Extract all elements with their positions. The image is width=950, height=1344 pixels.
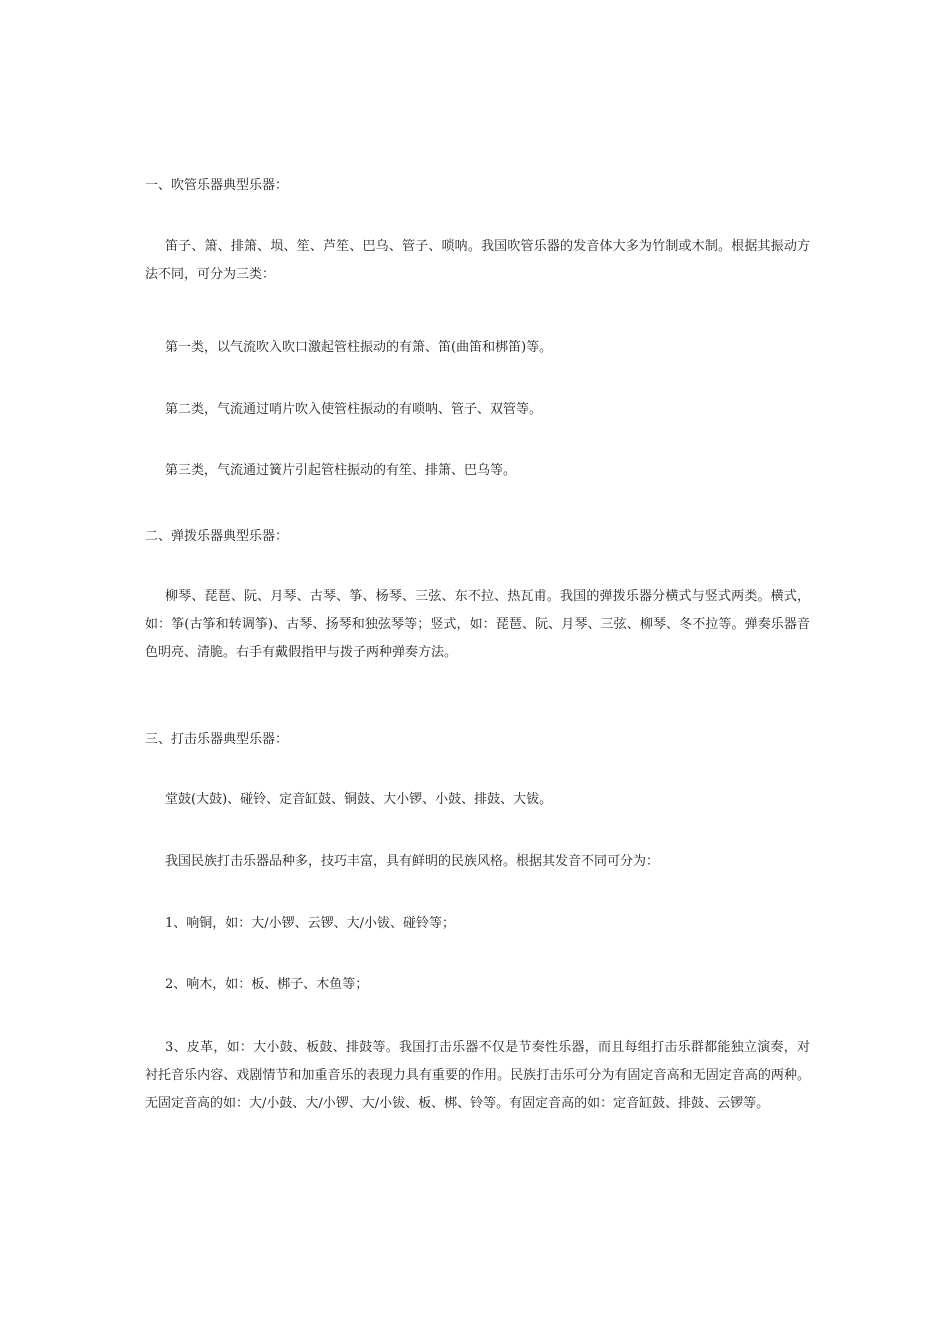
section1-paragraph: 笛子、箫、排箫、埙、笙、芦笙、巴乌、管子、唢呐。我国吹管乐器的发音体大多为竹制或木制。根据其振动方法不同，可分为三类： — [145, 239, 810, 282]
section1-type2: 第二类，气流通过哨片吹入使管柱振动的有唢呐、管子、双管等。 — [165, 402, 543, 417]
section2-paragraph: 柳琴、琵琶、阮、月琴、古琴、筝、杨琴、三弦、东不拉、热瓦甫。我国的弹拨乐器分横式与竖式两类。横式，如：筝(古筝和转调筝)、古琴、扬琴和独弦琴等；竖式，如：琵琶、阮、月琴、三弦、柳琴、冬不拉等。弹奏乐器音色明亮、清脆。右手有戴假指甲与拨子两种弹奏方法。 — [145, 589, 810, 660]
section3-item2: 2、响木，如：板、梆子、木鱼等； — [165, 977, 369, 992]
section1-heading: 一、吹管乐器典型乐器： — [145, 178, 289, 193]
section3-item3: 3、皮革，如：大小鼓、板鼓、排鼓等。我国打击乐器不仅是节奏性乐器，而且每组打击乐群都能独立演奏，对衬托音乐内容、戏剧情节和加重音乐的表现力具有重要的作用。民族打击乐可分为有固定音高和无固定音高的两种。无固定音高的如：大/小鼓、大/小锣、大/小钹、板、梆、铃等。有固定音高的如：定音缸鼓、排鼓、云锣等。 — [145, 1040, 810, 1111]
section3-instruments: 堂鼓(大鼓)、碰铃、定音缸鼓、铜鼓、大小锣、小鼓、排鼓、大钹。 — [165, 792, 553, 807]
section3-heading: 三、打击乐器典型乐器： — [145, 732, 289, 747]
section3-item1: 1、响铜，如：大/小锣、云锣、大/小钹、碰铃等； — [165, 916, 456, 931]
section2-heading: 二、弹拨乐器典型乐器： — [145, 529, 289, 544]
section3-intro: 我国民族打击乐器品种多，技巧丰富，具有鲜明的民族风格。根据其发音不同可分为： — [165, 854, 660, 869]
section1-type3: 第三类，气流通过簧片引起管柱振动的有笙、排箫、巴乌等。 — [165, 463, 517, 478]
section1-type1: 第一类，以气流吹入吹口激起管柱振动的有箫、笛(曲笛和梆笛)等。 — [165, 340, 553, 355]
